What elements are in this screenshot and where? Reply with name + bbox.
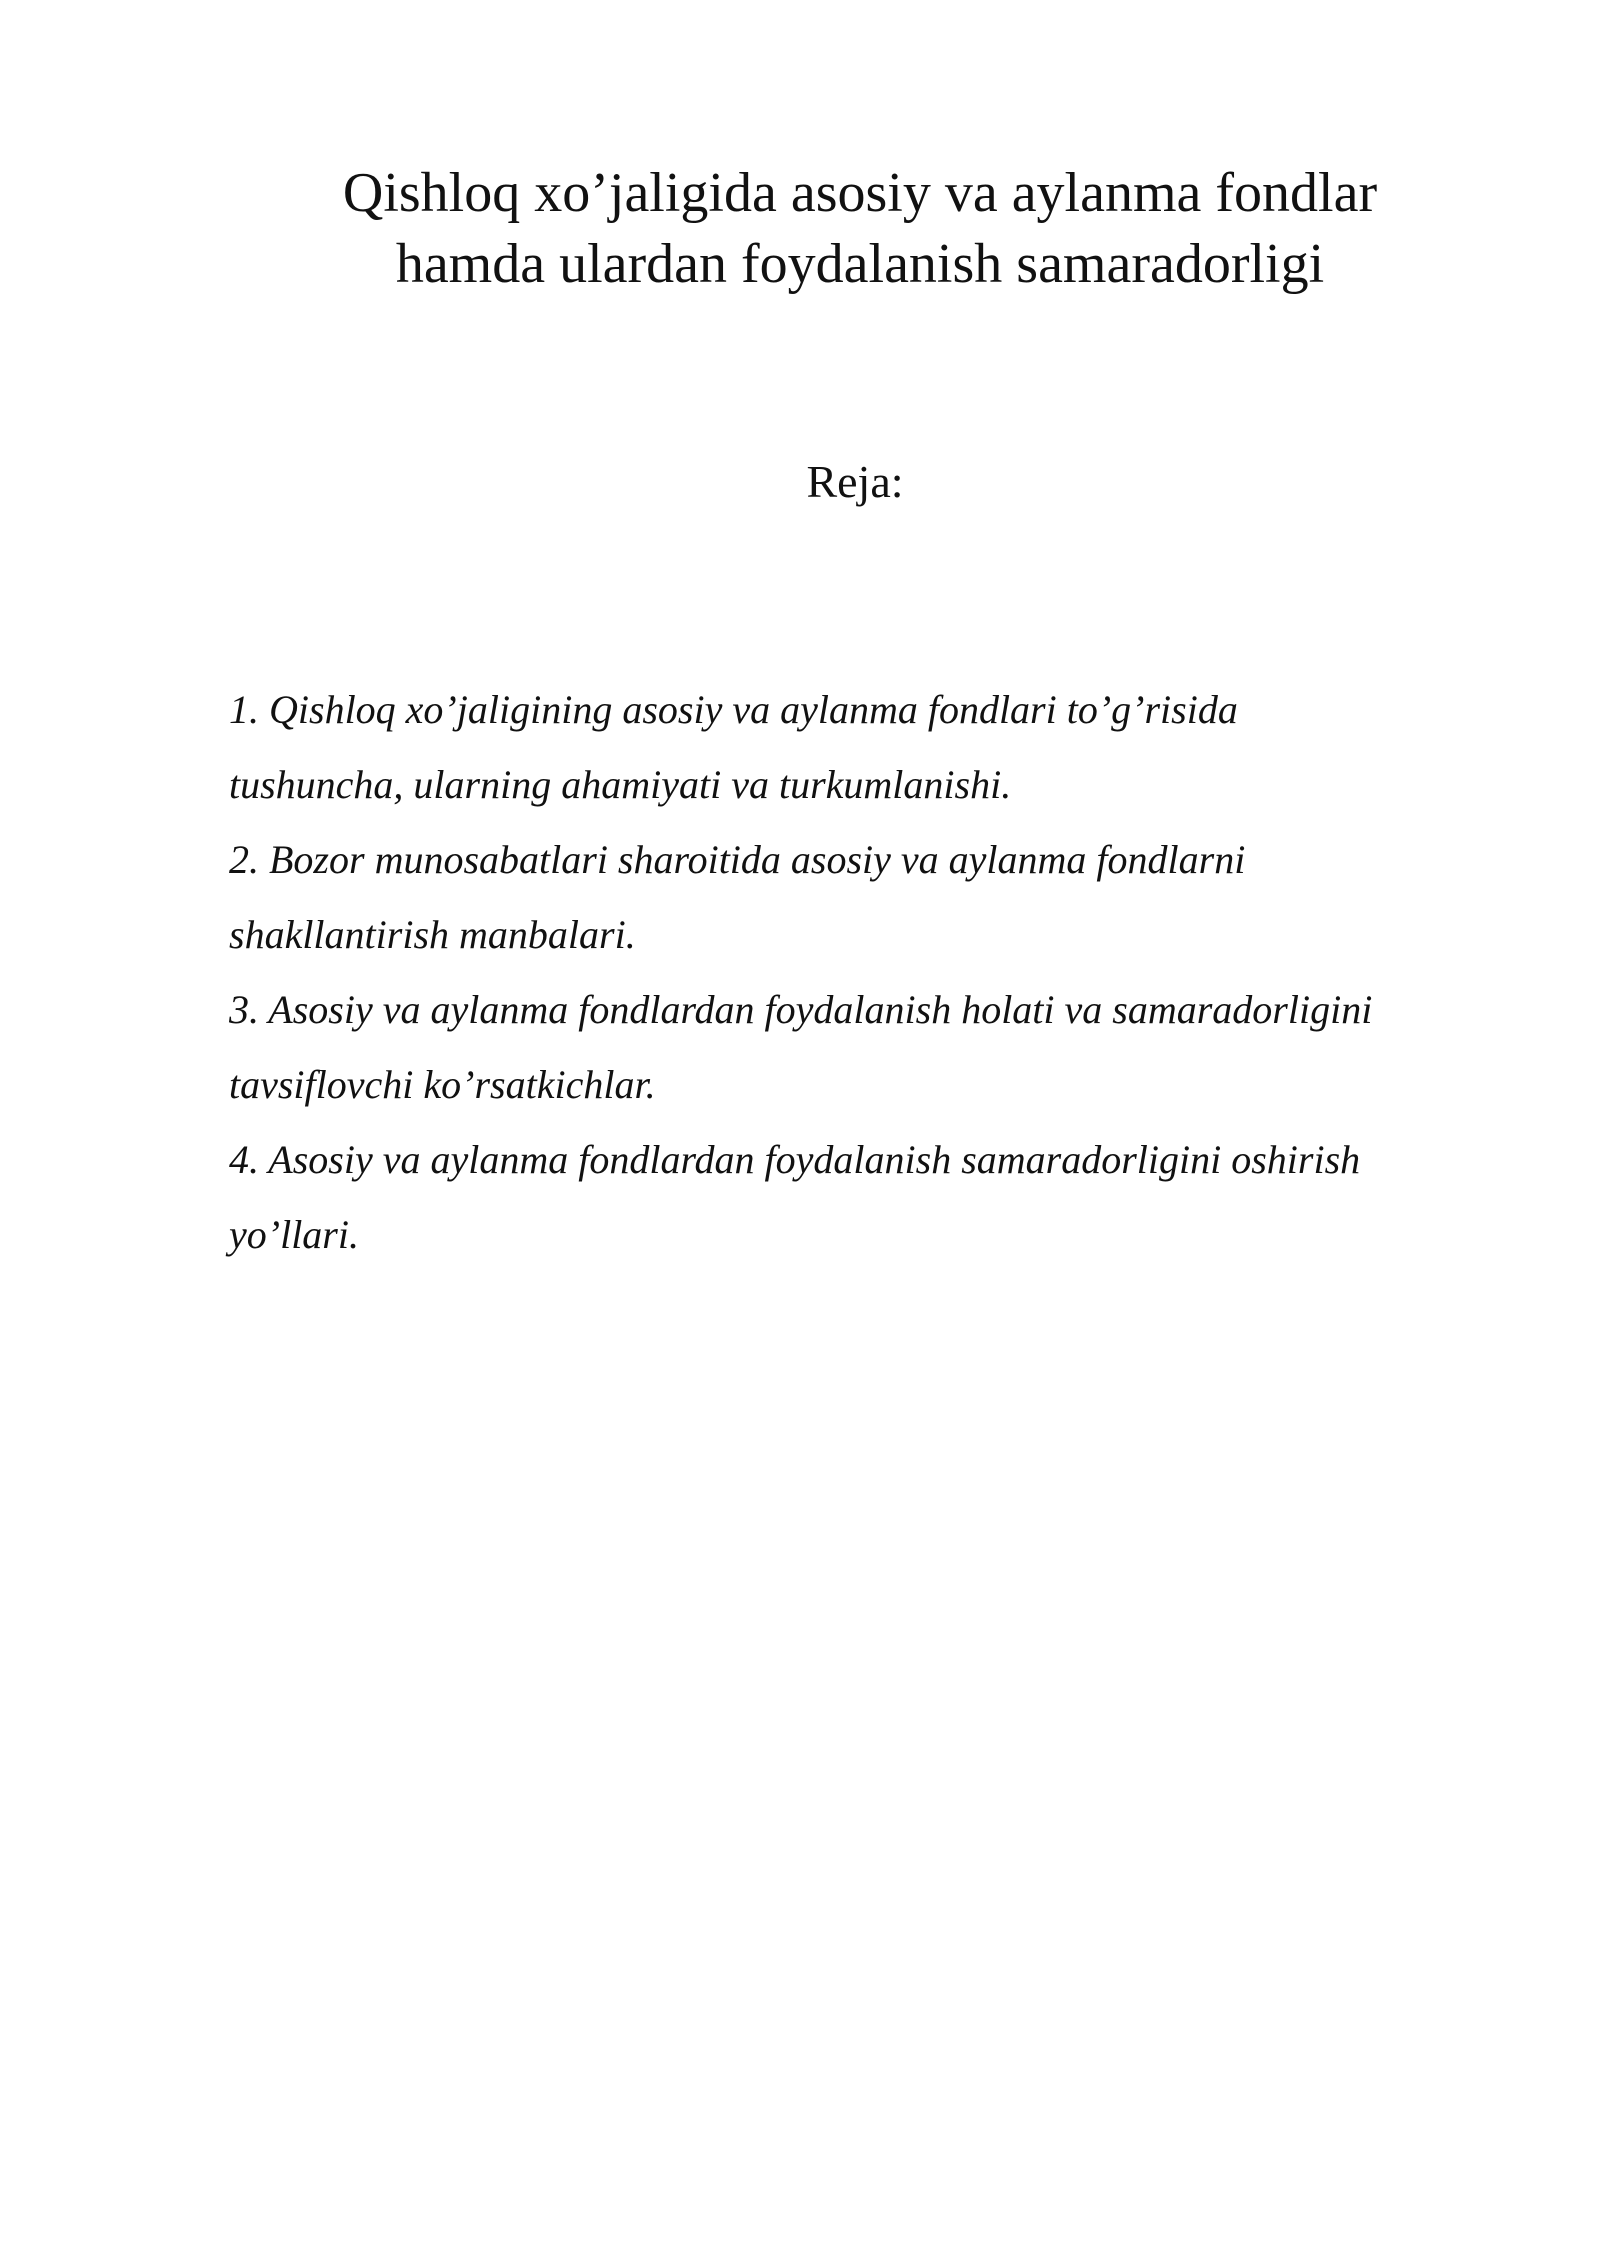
- plan-item-line: 1. Qishloq xo’jaligining asosiy va aylanma fondlari to’g’risida: [229, 687, 1238, 732]
- plan-item-line: shakllantirish manbalari.: [229, 912, 636, 957]
- plan-item-line: 3. Asosiy va aylanma fondlardan foydalanish holati va samaradorligini: [229, 987, 1373, 1032]
- title-line: Qishloq xo’jaligida asosiy va aylanma fondlar: [342, 162, 1378, 224]
- plan-item: [229, 1122, 1529, 1272]
- plan-item-line: 2. Bozor munosabatlari sharoitida asosiy va aylanma fondlarni: [229, 837, 1246, 882]
- plan-item-line: tavsiflovchi ko’rsatkichlar.: [229, 1062, 656, 1107]
- plan-item: [229, 972, 1529, 1122]
- plan-heading: Reja:: [806, 456, 904, 507]
- plan-item-line: tushuncha, ularning ahamiyati va turkumlanishi.: [229, 762, 1012, 807]
- plan-item-line: 4. Asosiy va aylanma fondlardan foydalanish samaradorligini oshirish: [229, 1137, 1361, 1182]
- title-line: hamda ulardan foydalanish samaradorligi: [395, 233, 1325, 295]
- plan-item: [229, 672, 1529, 822]
- plan-list: [229, 672, 1529, 1272]
- document-title: [250, 158, 1470, 300]
- plan-item-line: yo’llari.: [229, 1212, 359, 1257]
- plan-item: [229, 822, 1529, 972]
